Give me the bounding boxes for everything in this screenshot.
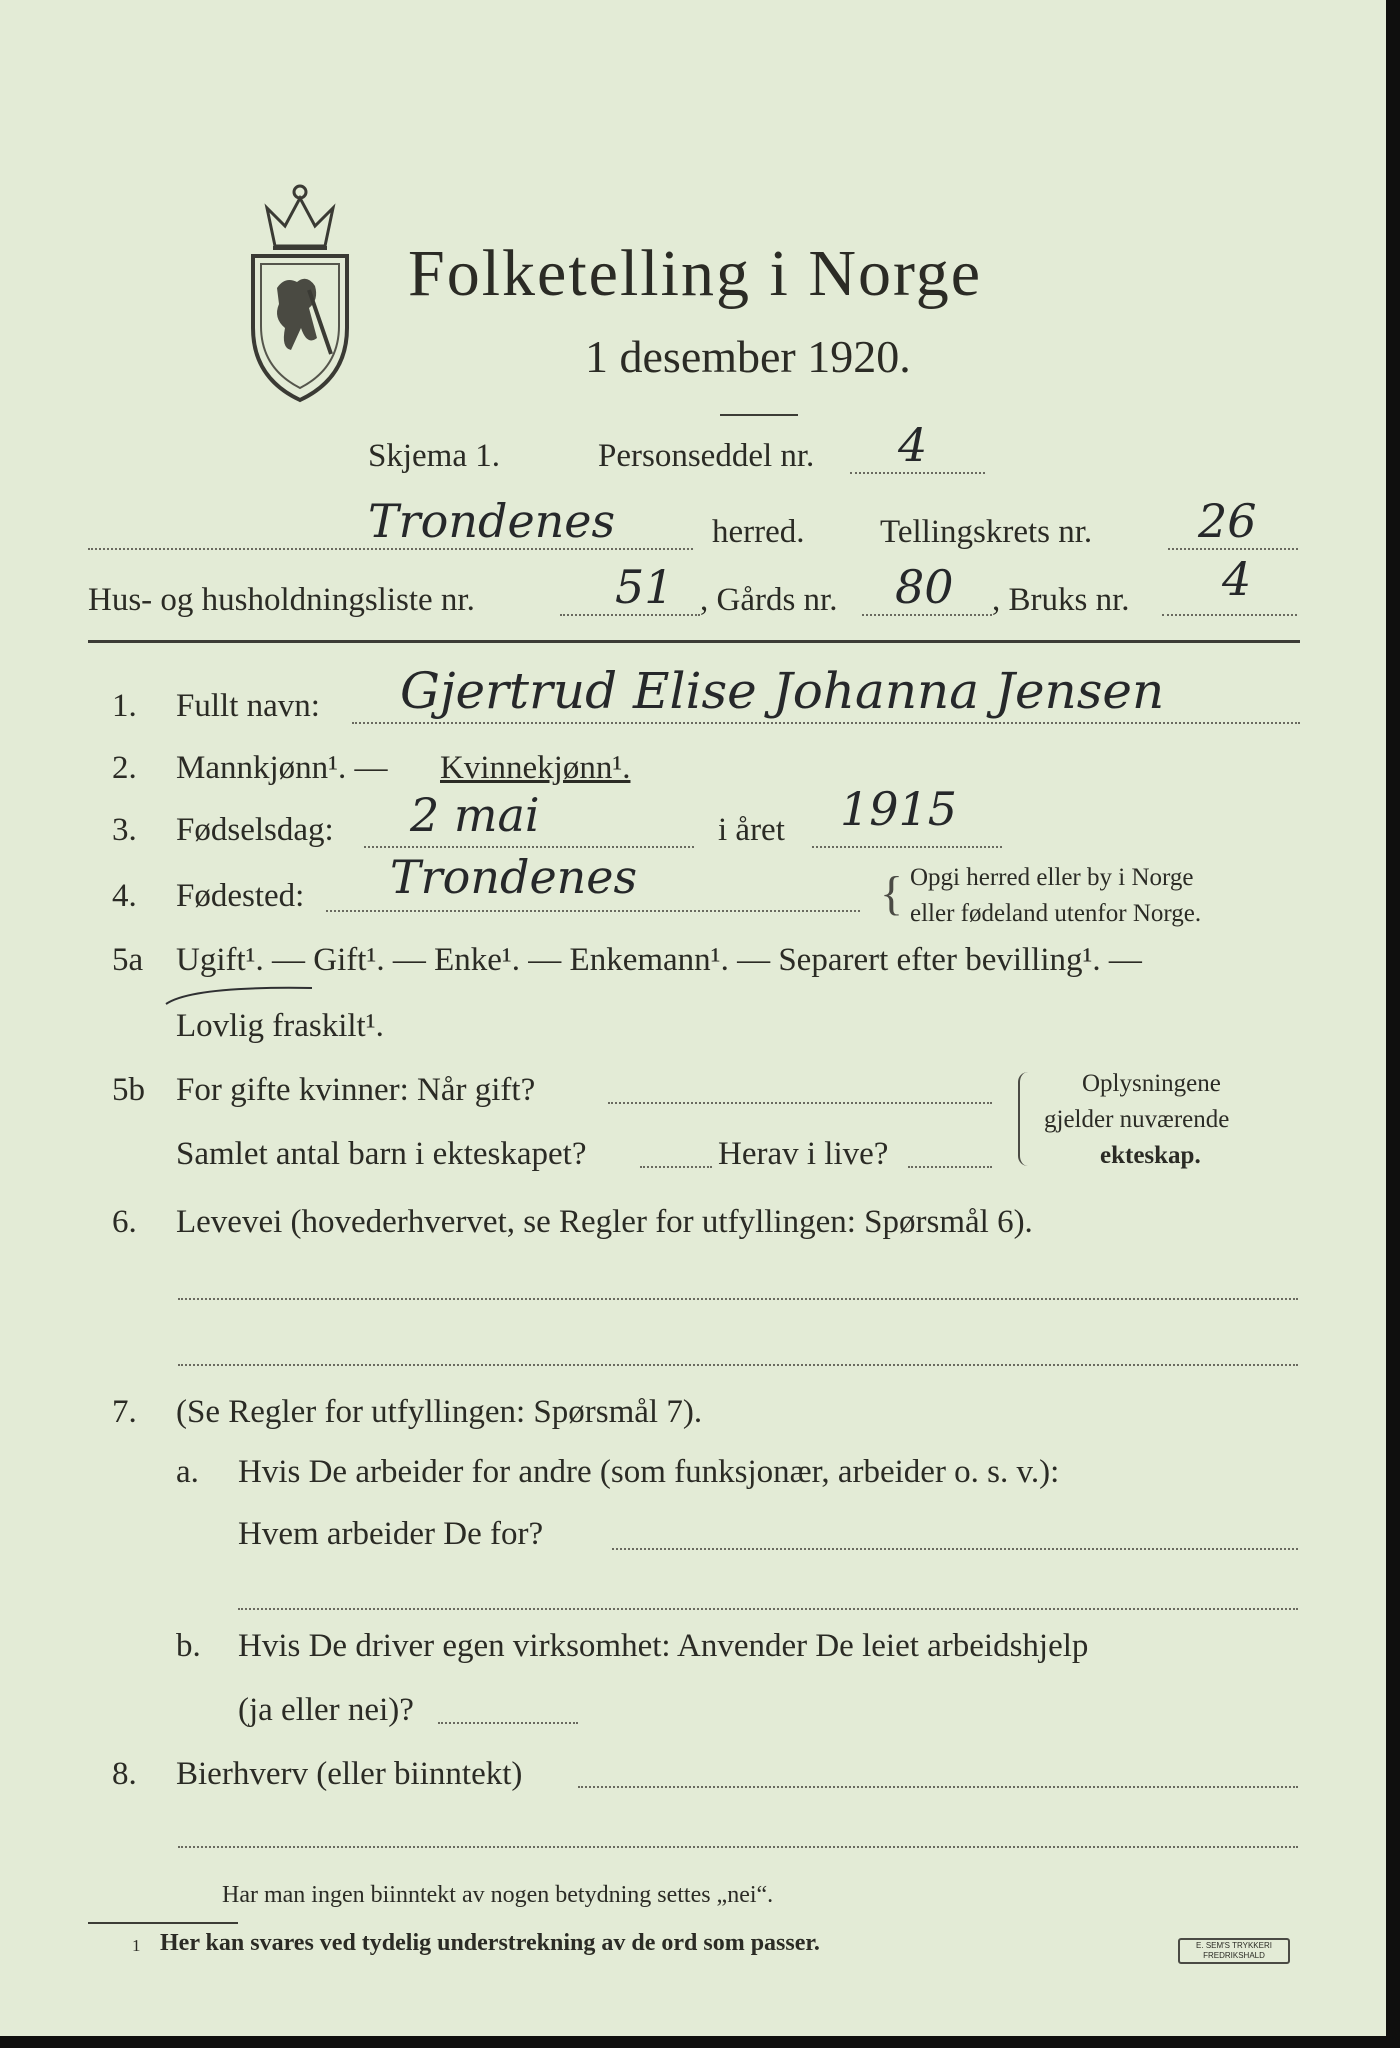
tellingskrets-value: 26 (1198, 494, 1257, 548)
herred-line (88, 548, 693, 550)
q4-brace: { (880, 867, 904, 920)
q5b-note-line2: gjelder nuværende (1044, 1106, 1230, 1133)
q5b-married-line (608, 1102, 992, 1104)
schema-label: Skjema 1. (368, 438, 500, 474)
q3-year-line (812, 846, 1002, 848)
q7b-answer-line (438, 1722, 578, 1724)
scan-edge-bottom (0, 2036, 1400, 2048)
q1-label: Fullt navn: (176, 688, 320, 724)
q4-number: 4. (112, 878, 137, 914)
q5a-line1: Ugift¹. — Gift¹. — Enke¹. — Enkemann¹. — Separert efter bevilling¹. — (176, 942, 1142, 978)
bruks-line (1162, 614, 1297, 616)
q5a-underline-mark (162, 982, 322, 1006)
hus-value: 51 (615, 560, 674, 614)
tellingskrets-label: Tellingskrets nr. (880, 514, 1093, 550)
q5b-alive-line (908, 1166, 992, 1168)
q4-line (326, 910, 860, 912)
q4-label: Fødested: (176, 878, 305, 914)
q5b-number: 5b (112, 1072, 145, 1108)
norwegian-lion-crest-icon (245, 178, 355, 408)
gards-line (862, 614, 992, 616)
q6-label: Levevei (hovederhvervet, se Regler for utfyllingen: Spørsmål 6). (176, 1204, 1033, 1240)
tellingskrets-line (1168, 548, 1298, 550)
footer-note: Har man ingen biinntekt av nogen betydning settes „nei“. (222, 1882, 774, 1908)
q2-number: 2. (112, 750, 137, 786)
q3-line (364, 846, 694, 848)
q5b-label1: For gifte kvinner: Når gift? (176, 1072, 536, 1108)
q2-label-male: Mannkjønn¹. — (176, 750, 388, 786)
hus-line (560, 614, 700, 616)
q8-number: 8. (112, 1756, 137, 1792)
q2-label-female: Kvinnekjønn¹. (440, 750, 631, 786)
q4-note-line1: Opgi herred eller by i Norge (910, 864, 1194, 891)
title-rule (720, 414, 798, 416)
q7b-line2: (ja eller nei)? (238, 1692, 414, 1728)
scan-edge-right (1386, 0, 1400, 2048)
herred-label: herred. (712, 514, 805, 550)
q6-number: 6. (112, 1204, 137, 1240)
q1-value: Gjertrud Elise Johanna Jensen (400, 662, 1165, 720)
q3-year-label: i året (718, 812, 785, 848)
q3-number: 3. (112, 812, 137, 848)
q7b-letter: b. (176, 1628, 201, 1664)
q5b-label3: Herav i live? (718, 1136, 889, 1172)
personseddel-value: 4 (898, 418, 928, 472)
q6-line2 (178, 1364, 1298, 1366)
q8-line2 (178, 1846, 1298, 1848)
hus-label: Hus- og husholdningsliste nr. (88, 582, 475, 618)
footer-rule (88, 1922, 238, 1924)
personseddel-line (850, 472, 985, 474)
q6-line1 (178, 1298, 1298, 1300)
bruks-value: 4 (1222, 552, 1252, 606)
bruks-label: , Bruks nr. (992, 582, 1130, 618)
q5a-number: 5a (112, 942, 144, 978)
q8-line1 (578, 1786, 1298, 1788)
gards-value: 80 (895, 560, 954, 614)
personseddel-label: Personseddel nr. (598, 438, 815, 474)
q7b-line1: Hvis De driver egen virksomhet: Anvender De leiet arbeidshjelp (238, 1628, 1089, 1664)
q1-line (352, 722, 1300, 724)
q5b-note-line1: Oplysningene (1082, 1070, 1221, 1097)
q8-label: Bierhverv (eller biinntekt) (176, 1756, 523, 1792)
q7-number: 7. (112, 1394, 137, 1430)
header-divider (88, 640, 1300, 643)
q5a-line2: Lovlig fraskilt¹. (176, 1008, 384, 1044)
q3-label: Fødselsdag: (176, 812, 334, 848)
q1-number: 1. (112, 688, 137, 724)
q3-value: 2 mai (410, 788, 540, 842)
q7a-employer-line (612, 1548, 1298, 1550)
footnote-text: Her kan svares ved tydelig understrekning av de ord som passer. (160, 1930, 820, 1956)
q5b-label2: Samlet antal barn i ekteskapet? (176, 1136, 587, 1172)
q7a-letter: a. (176, 1454, 199, 1490)
q5b-bracket (1018, 1072, 1030, 1166)
herred-value: Trondenes (368, 494, 616, 548)
form-date: 1 desember 1920. (585, 331, 911, 382)
q4-value: Trondenes (390, 850, 638, 904)
q7a-line1: Hvis De arbeider for andre (som funksjonær, arbeider o. s. v.): (238, 1454, 1060, 1490)
printer-stamp-text: E. SEM'S TRYKKERI FREDRIKSHALD (1196, 1941, 1272, 1960)
q3-year-value: 1915 (840, 782, 958, 836)
q5b-note-line3: ekteskap. (1100, 1142, 1201, 1169)
footnote-mark: 1 (132, 1936, 141, 1955)
form-title: Folketelling i Norge (408, 237, 983, 310)
q7a-extra-line (238, 1608, 1298, 1610)
printer-stamp (1178, 1938, 1290, 1964)
q7-label: (Se Regler for utfyllingen: Spørsmål 7). (176, 1394, 703, 1430)
q7a-line2: Hvem arbeider De for? (238, 1516, 544, 1552)
gards-label: , Gårds nr. (700, 582, 838, 618)
q4-note-line2: eller fødeland utenfor Norge. (910, 900, 1202, 927)
q5b-children-line (640, 1166, 712, 1168)
